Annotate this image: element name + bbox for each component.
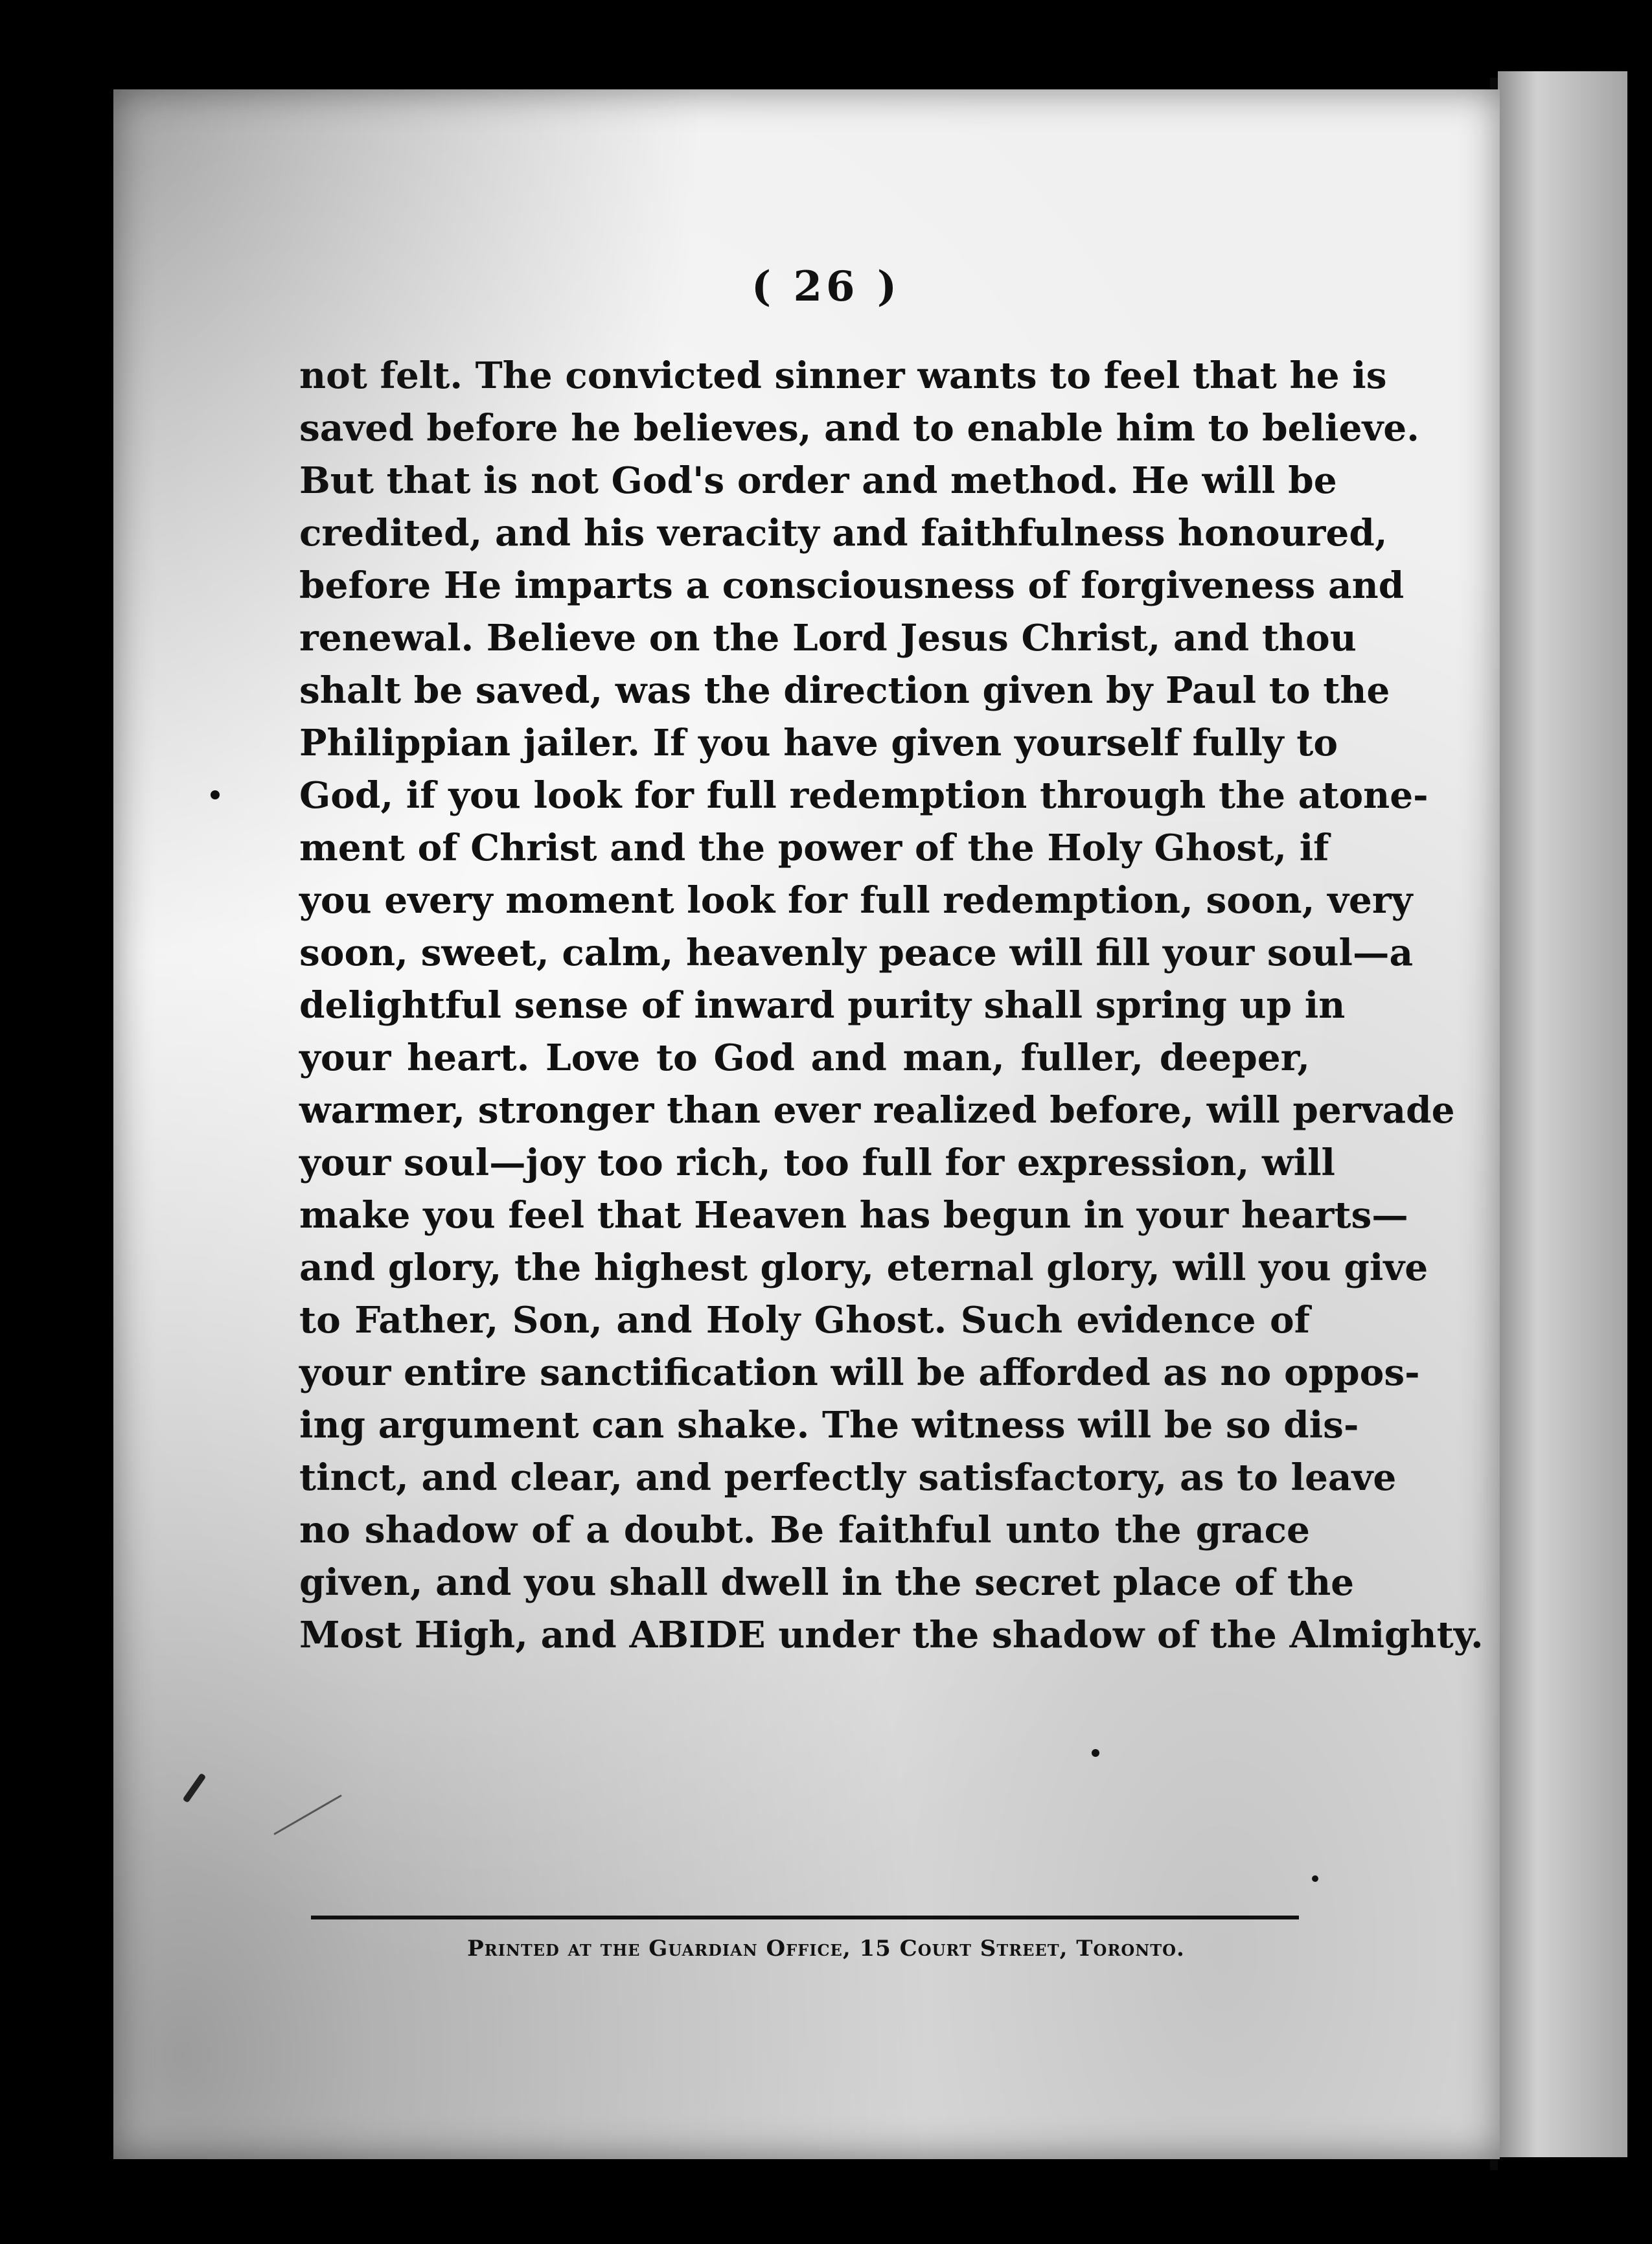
text-line: warmer, stronger than ever realized before, will pervade — [299, 1089, 1455, 1132]
body-text — [299, 350, 1484, 1662]
text-line: ing argument can shake. The witness will be so dis- — [299, 1404, 1359, 1447]
text-line: no shadow of a doubt. Be faithful unto the grace — [299, 1509, 1310, 1551]
text-line: credited, and his veracity and faithfulness honoured, — [299, 512, 1388, 555]
text-line: given, and you shall dwell in the secret place of the — [299, 1561, 1355, 1604]
text-line: God, if you look for full redemption through the atone- — [299, 774, 1428, 817]
scan-speck — [1312, 1875, 1318, 1882]
text-line: your soul—joy too rich, too full for expression, will — [299, 1141, 1335, 1184]
text-line: and glory, the highest glory, eternal glory, will you give — [299, 1246, 1428, 1289]
scan-speck — [211, 790, 220, 799]
adjacent-page-edge — [1498, 71, 1627, 2157]
text-line: tinct, and clear, and perfectly satisfactory, as to leave — [299, 1456, 1397, 1499]
text-line: your entire sanctification will be afforded as no oppos- — [299, 1351, 1420, 1394]
text-line: saved before he believes, and to enable him to believe. — [299, 407, 1419, 450]
text-line: renewal. Believe on the Lord Jesus Christ, and thou — [299, 617, 1357, 659]
text-line: Most High, and ABIDE under the shadow of the Almighty. — [299, 1614, 1484, 1656]
text-line: soon, sweet, calm, heavenly peace will fill your soul—a — [299, 932, 1414, 974]
footer-rule — [311, 1916, 1299, 1919]
text-line: you every moment look for full redemption, soon, very — [299, 879, 1413, 922]
printer-imprint: Printed at the Guardian Office, 15 Court Street, Toronto. — [467, 1936, 1185, 1962]
text-line: to Father, Son, and Holy Ghost. Such evidence of — [299, 1299, 1310, 1342]
text-line: make you feel that Heaven has begun in your hearts— — [299, 1194, 1408, 1237]
text-line: But that is not God's order and method. He will be — [299, 459, 1337, 502]
page-number: ( 26 ) — [751, 262, 901, 311]
text-line: before He imparts a consciousness of forgiveness and — [299, 564, 1405, 607]
text-line: ment of Christ and the power of the Holy Ghost, if — [299, 827, 1329, 869]
scan-speck — [1092, 1749, 1099, 1757]
text-line: shalt be saved, was the direction given by Paul to the — [299, 669, 1390, 712]
text-line: not felt. The convicted sinner wants to feel that he is — [299, 354, 1387, 397]
text-line: delightful sense of inward purity shall spring up in — [299, 984, 1346, 1027]
text-line: your heart. Love to God and man, fuller, deeper, — [299, 1036, 1310, 1079]
text-line: Philippian jailer. If you have given yourself fully to — [299, 722, 1338, 764]
